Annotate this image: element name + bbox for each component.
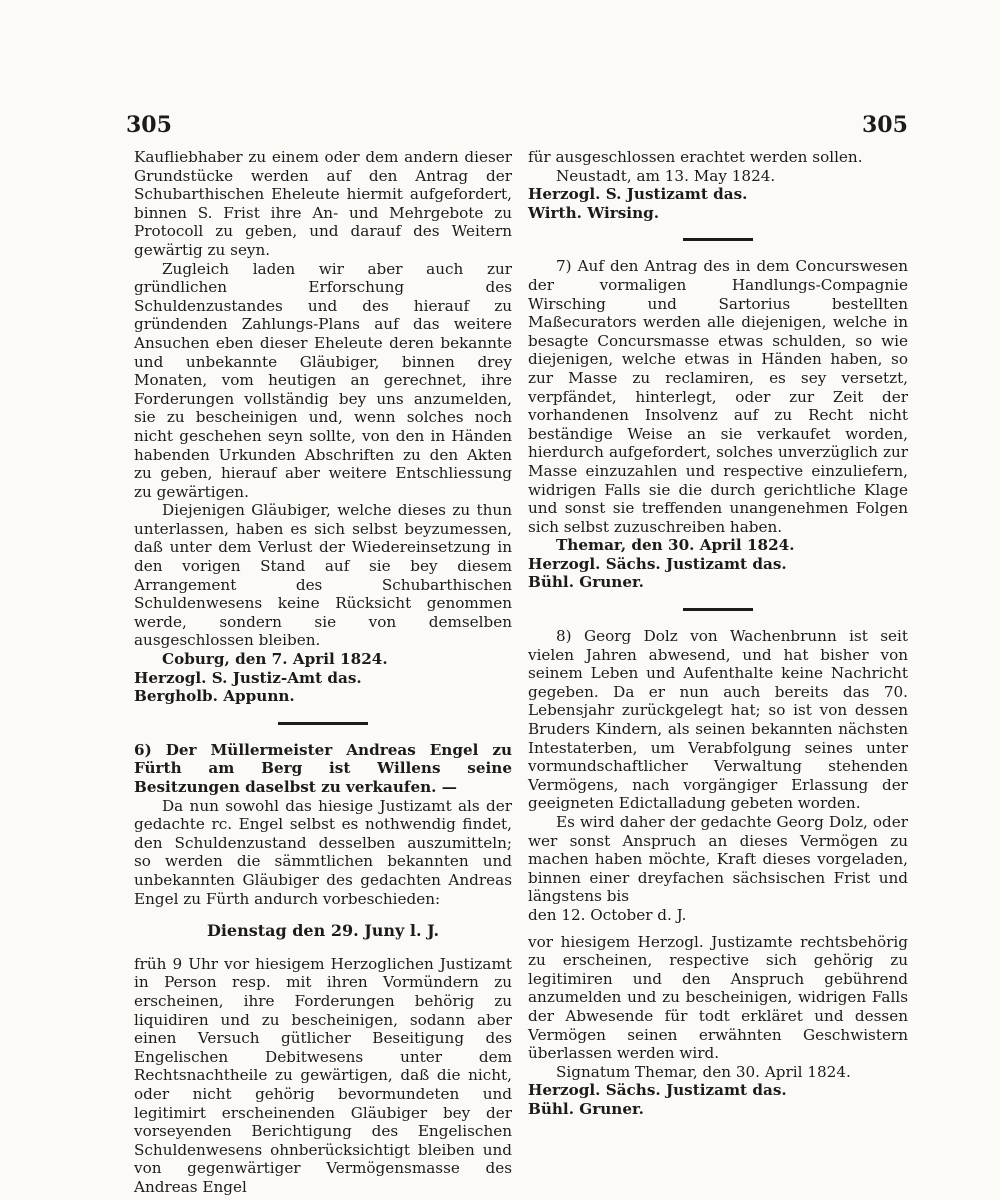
paragraph: Zugleich laden wir aber auch zur gründlichen Erforschung des Schuldenzustandes und des hierauf zu gründenden Zahlungs-Plans auf das weitere Ansuchen eben dieser Eheleute deren bekannte und unbekannte Gläubiger, binnen drey Monaten, vom heutigen an gerechnet, ihre Forderungen vollständig bey uns anzumelden, sie zu bescheinigen und, wenn solches noch nicht geschehen seyn sollte, von den in Händen habenden Urkunden Abschriften zu den Akten zu geben, hierauf aber weitere Entschliessung zu gewärtigen. [134, 259, 512, 501]
signature-office: Herzogl. Sächs. Justizamt das. [528, 554, 787, 573]
place-date: Themar, den 30. April 1824. [556, 536, 795, 555]
notice-6-title: 6) Der Müllermeister Andreas Engel zu Fürth am Berg ist Willens seine Besitzungen daselbst zu verkaufen. — [134, 740, 512, 796]
paragraph: Diejenigen Gläubiger, welche dieses zu thun unterlassen, haben es sich selbst beyzumessen, daß unter dem Verlust der Wiedereinsetzung in den vorigen Stand auf sie bey diesem Arrangement des Schubarthischen Schuldenwesens keine Rücksicht genommen werde, sondern sie von demselben ausgeschlossen bleiben. [134, 501, 512, 650]
continuation-line: für ausgeschlossen erachtet werden sollen. [528, 148, 863, 166]
notice-8-summons: Es wird daher der gedachte Georg Dolz, oder wer sonst Anspruch an dieses Vermögen zu machen haben möchte, Kraft dieses vorgeladen, binnen einer dreyfachen sächsischen Frist und längstens bis [528, 813, 908, 906]
place-date: Neustadt, am 13. May 1824. [556, 166, 776, 185]
notice-6-body: Da nun sowohl das hiesige Justizamt als der gedachte rc. Engel selbst es nothwendig findet, den Schuldenzustand desselben auszumitteln; so werden die sämmtlichen bekannten und unbekannten Gläubiger des gedachten Andreas Engel zu Fürth andurch vorbeschieden: [134, 796, 512, 908]
right-column [528, 148, 908, 1119]
signature-names: Bühl. Gruner. [528, 573, 644, 592]
section-divider [278, 722, 368, 725]
signature-names: Bühl. Gruner. [528, 1099, 644, 1118]
place-date: Coburg, den 7. April 1824. [162, 650, 388, 669]
section-divider [683, 238, 753, 241]
page-number-left: 305 [126, 112, 172, 138]
signature-office: Herzogl. Sächs. Justizamt das. [528, 1081, 787, 1100]
place-date: Signatum Themar, den 30. April 1824. [556, 1062, 851, 1081]
notice-6-continuation: früh 9 Uhr vor hiesigem Herzoglichen Justizamt in Person resp. mit ihren Vormündern zu erscheinen, ihre Forderungen behörig zu liquidiren und zu bescheinigen, sodann aber einen Versuch gütlicher Beseitigung des Engelischen Debitwesens unter dem Rechtsnachtheile zu gewärtigen, daß die nicht, oder nicht gehörig bevormundeten und legitimirt erscheinenden Gläubiger bey der vorseyenden Berichtigung des Engelischen Schuldenwesens ohnberücksichtigt bleiben und von gegenwärtiger Vermögensmasse des Andreas Engel [134, 954, 512, 1196]
signature-office: Herzogl. S. Justizamt das. [528, 185, 748, 204]
notice-7: 7) Auf den Antrag des in dem Concurswesen der vormaligen Handlungs-Compagnie Wirsching und Sartorius bestellten Maßecurators werden alle diejenigen, welche in besagte Concursmasse etwas schulden, so wie diejenigen, welche etwas in Händen haben, so zur Masse zu reclamiren, es sey versetzt, verpfändet, hinterlegt, oder zur Zeit der vorhandenen Insolvenz auf zu Recht nicht beständige Weise an sie verkaufet worden, hierdurch aufgefordert, solches unverzüglich zur Masse einzuzahlen und respective einzuliefern, widrigen Falls sie die durch gerichtliche Klage und sonst sie treffenden unangenehmen Folgen sich selbst zuzuschreiben haben. [528, 257, 908, 536]
notice-8-continuation: vor hiesigem Herzogl. Justizamte rechtsbehörig zu erscheinen, respective sich gehörig zu legitimiren und den Anspruch gebührend anzumelden und zu bescheinigen, widrigen Falls der Abwesende für todt erkläret und dessen Vermögen seinen erwähnten Geschwistern überlassen werden wird. [528, 932, 908, 1063]
page-number-right: 305 [862, 112, 908, 138]
section-divider [683, 608, 753, 611]
signature-office: Herzogl. S. Justiz-Amt das. [134, 668, 362, 687]
paragraph: Kaufliebhaber zu einem oder dem andern dieser Grundstücke werden auf den Antrag der Schubarthischen Eheleute hiermit aufgefordert, binnen S. Frist ihre An- und Mehrgebote zu Protocoll zu geben, und darauf des Weitern gewärtig zu seyn. [134, 148, 512, 259]
signature-names: Wirth. Wirsing. [528, 203, 660, 222]
signature-names: Bergholb. Appunn. [134, 687, 295, 706]
deadline-date: den 12. October d. J. [528, 905, 687, 924]
left-column [134, 148, 512, 1196]
notice-8: 8) Georg Dolz von Wachenbrunn ist seit vielen Jahren abwesend, und hat bisher von seinem Leben und Aufenthalte keine Nachricht gegeben. Da er nun auch bereits das 70. Lebensjahr zurückgelegt hat; so ist von dessen Bruders Kindern, als seinen bekannten nächsten Intestaterben, um Verabfolgung seines unter vormundschaftlicher Verwaltung stehenden Vermögens, nach vorgängiger Erlassung der geeigneten Edictalladung gebeten worden. [528, 627, 908, 813]
date-heading: Dienstag den 29. Juny l. J. [206, 921, 440, 941]
